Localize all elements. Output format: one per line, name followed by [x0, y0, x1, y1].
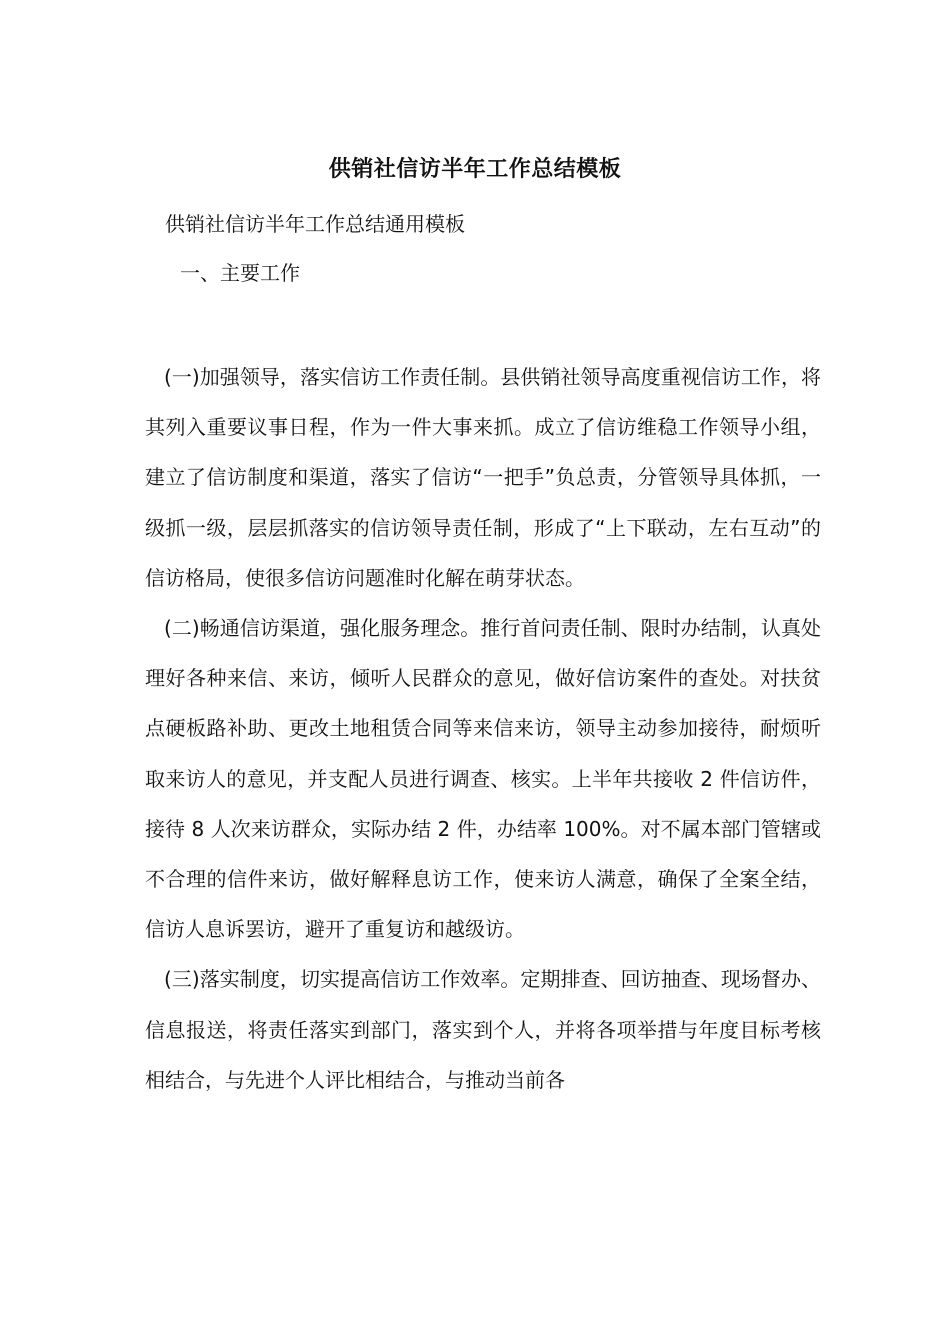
document-body [145, 352, 821, 1105]
paragraph-1: (一)加强领导，落实信访工作责任制。县供销社领导高度重视信访工作，将其列入重要议事日程，作为一件大事来抓。成立了信访维稳工作领导小组，建立了信访制度和渠道，落实了信访“一把手”负总责，分管领导具体抓，一级抓一级，层层抓落实的信访领导责任制，形成了“上下联动，左右互动”的信访格局，使很多信访问题准时化解在萌芽状态。 [145, 365, 821, 590]
paragraph-3: (三)落实制度，切实提高信访工作效率。定期排查、回访抽查、现场督办、信息报送，将责任落实到部门，落实到个人，并将各项举措与年度目标考核相结合，与先进个人评比相结合，与推动当前各 [145, 967, 821, 1092]
section-heading: 一、主要工作 [180, 261, 300, 285]
document-subtitle: 供销社信访半年工作总结通用模板 [165, 212, 465, 236]
document-title: 供销社信访半年工作总结模板 [328, 157, 622, 182]
paragraph-2: (二)畅通信访渠道，强化服务理念。推行首问责任制、限时办结制，认真处理好各种来信、来访，倾听人民群众的意见，做好信访案件的查处。对扶贫点硬板路补助、更改土地租赁合同等来信来访，领导主动参加接待，耐烦听取来访人的意见，并支配人员进行调查、核实。上半年共接收 2 件信访件，接待 8 人次来访群众，实际办结 2 件，办结率 100%。对不属本部门管辖或不合理的信件来访，做好解释息访工作，使来访人满意，确保了全案全结，信访人息诉罢访，避开了重复访和越级访。 [145, 616, 821, 942]
